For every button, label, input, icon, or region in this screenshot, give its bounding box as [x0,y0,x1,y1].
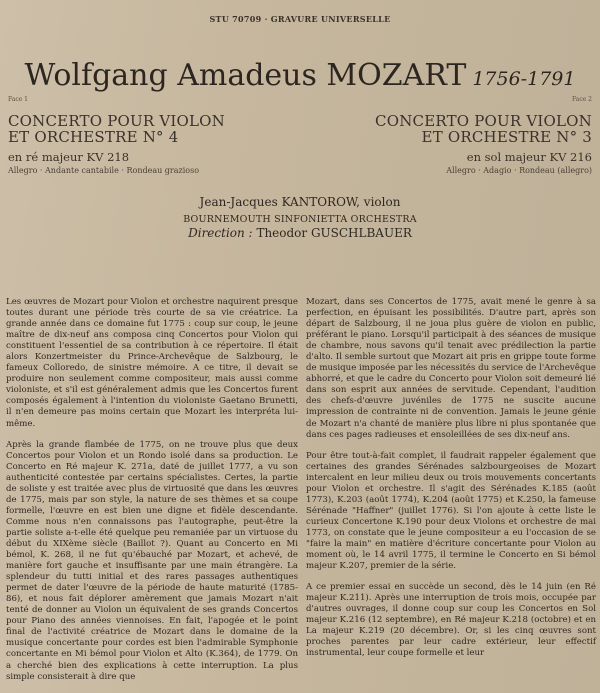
side-1-title-line-2: ET ORCHESTRE N° 4 [8,128,179,146]
direction [0,226,600,240]
side-2-movements: Allegro · Adagio · Rondeau (allegro) [446,166,592,175]
side-1-title-line-1: CONCERTO POUR VIOLON [8,112,225,130]
composer-title [0,58,600,93]
side-1-work-title [8,113,225,145]
performers [0,195,600,240]
composer-dates: 1756-1791 [472,68,576,90]
liner-notes-left-column [6,297,298,693]
liner-paragraph: Pour être tout-à-fait complet, il faudrait rappeler également que certaines des grandes Sérénades salzbourgeoises de Mozart intercalent en leur milieu deux ou trois mouvements concertants pour Violon et orchestre. Il s'agit des Sérénades K.185 (août 1773), K.203 (août 1774), K.204 (août 1775) et K.250, la fameuse Sérénade "Haffner" (juillet 1776). Si l'on ajoute à cette liste le curieux Concertone K.190 pour deux Violons et orchestre de mai 1773, on constate que le jeune compositeur a eu l'occasion de se "faire la main" en matière d'écriture concertante pour Violon au moment où, le 14 avril 1775, il termine le Concerto en Si bémol majeur K.207, premier de la série. [306,450,596,572]
liner-paragraph: Après la grande flambée de 1775, on ne trouve plus que deux Concertos pour Violon et un Rondo isolé dans sa production. Le Concerto en Ré majeur K. 271a, daté de juillet 1777, a vu son authenticité contestée par certains spécialistes. Certes, la partie de soliste y est traitée avec plus de virtuosité que dans les œuvres de 1775, mais par son style, la nature de ses thèmes et sa coupe formelle, l'œuvre en est bien une digne et fidèle descendante. Comme nous n'en connaissons pas l'autographe, peut-être la partie soliste a-t-elle été quelque peu remaniée par un virtuose du début du XIXème siècle (Baillot ?). Quant au Concerto en Mi bémol, K. 268, il ne fut qu'ébauché par Mozart, et achevé, de manière fort gauche et insuffisante par une main étrangère. La splendeur du tutti initial et des rares passages authentiques permet de dater l'œuvre de la période de haute maturité (1785-86), et nous fait déplorer amèrement que jamais Mozart n'ait tenté de donner au Violon un équivalent de ses grands Concertos pour Piano des années viennoises. En fait, l'apogée et le point final de l'activité créatrice de Mozart dans le domaine de la musique concertante pour cordes est bien l'admirable Symphonie concertante en Mi bémol pour Violon et Alto (K.364), de 1779. On a cherché bien des explications à cette interruption. La plus simple consisterait à dire que [6,439,298,682]
side-2-work-title [375,113,592,145]
liner-paragraph: Mozart, dans ses Concertos de 1775, avait mené le genre à sa perfection, en épuisant les possibilités. D'autre part, après son départ de Salzbourg, il ne joua plus guère de violon en public, préférant le piano. Lorsqu'il participait à des séances de musique de chambre, nous savons qu'il tenait avec prédilection la partie d'alto. Il semble surtout que Mozart ait pris en grippe toute forme de musique imposée par les nécessités du service de l'Archevêque abhorré, et que le cadre du Concerto pour Violon soit demeuré lié dans son esprit aux années de servitude. Cependant, l'audition des chefs-d'œuvre juvéniles de 1775 ne suscite aucune impression de contrainte ni de convention. Jamais le jeune génie de Mozart n'a chanté de manière plus libre ni plus spontanée que dans ces pages radieuses et ensoleillées de ses dix-neuf ans. [306,297,596,440]
liner-paragraph: A ce premier essai en succède un second, dès le 14 juin (en Ré majeur K.211). Après une interruption de trois mois, occupée par d'autres ouvrages, il donne coup sur coup les Concertos en Sol majeur K.216 (12 septembre), en Ré majeur K.218 (octobre) et en La majeur K.219 (20 décembre). Or, si les cinq œuvres sont proches parentes par leur cadre extérieur, leur effectif instrumental, leur coupe formelle et leur [306,582,596,659]
face-1-label: Face 1 [8,96,28,103]
catalog-number: STU 70709 · GRAVURE UNIVERSELLE [209,14,391,24]
side-2-title-line-1: CONCERTO POUR VIOLON [375,112,592,130]
liner-notes-right-column [306,297,596,669]
conductor: Theodor GUSCHLBAUER [256,226,412,240]
liner-paragraph: Les œuvres de Mozart pour Violon et orchestre naquirent presque toutes durant une période très courte de sa vie créatrice. La grande année dans ce domaine fut 1775 : coup sur coup, le jeune maître de dix-neuf ans composa cinq Concertos pour Violon qui constituent l'essentiel de sa contribution à ce répertoire. Il était alors Konzertmeister du Prince-Archevêque de Salzbourg, le fameux Colloredo, de sinistre mémoire. A ce titre, il devait se produire non seulement comme compositeur, mais aussi comme violoniste, et s'il est généralement admis que les Concertos furent composés également à l'intention du violoniste Gaetano Brunetti, il n'en demeure pas moins certain que Mozart les interpréta lui-même. [6,297,298,429]
soloist: Jean-Jacques KANTOROW, violon [199,195,401,209]
composer-name: Wolfgang Amadeus MOZART [24,58,467,93]
direction-label: Direction : [188,226,253,240]
face-2-label: Face 2 [572,96,592,103]
side-2-key: en sol majeur KV 216 [466,150,592,164]
side-2-title-line-2: ET ORCHESTRE N° 3 [421,128,592,146]
orchestra: BOURNEMOUTH SINFONIETTA ORCHESTRA [183,214,417,225]
side-1-movements: Allegro · Andante cantabile · Rondeau grazioso [8,166,200,175]
side-1-key: en ré majeur KV 218 [8,150,130,164]
